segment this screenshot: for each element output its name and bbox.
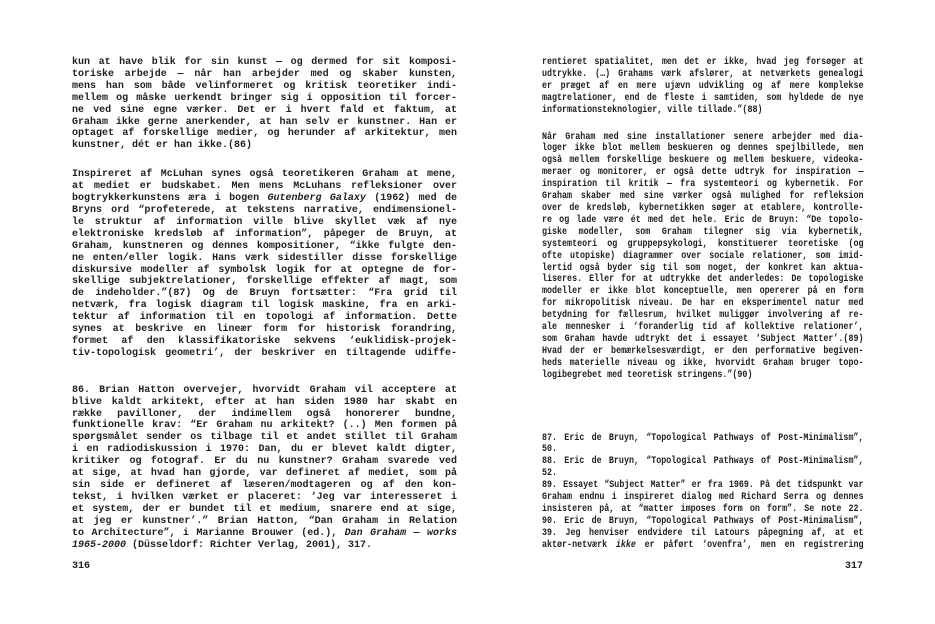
- text-line: de indeholder.”(87) Og de Bruyn fortsætter: “Fra grid til: [72, 288, 457, 300]
- page-left: [72, 57, 457, 551]
- text-line: liseres. Eller for at udtrykke det anderledes: De topologiske: [542, 274, 864, 286]
- text-line: kun at have blik for sin kunst — og dermed for sit komposi-: [72, 57, 457, 68]
- text-line: at jeg er kunstner’.” Brian Hatton, “Dan Graham in Relation: [72, 515, 457, 527]
- text-line: spørgsmålet sender os tilbage til et andet stillet til Graham: [72, 432, 457, 444]
- text-line: kritiker og fotograf. Er du nu kunstner? Graham svarede ved: [72, 456, 457, 468]
- paragraph: [72, 57, 457, 152]
- paragraph: [72, 169, 457, 360]
- text-line: at sige, at hvad han gjorde, var defineret af mediet, som på: [72, 468, 457, 480]
- text-line: elektroniske kredsløb af information”, påpeger de Bruyn, at: [72, 228, 457, 240]
- text-line: heds materielle niveau og ikke, hvorvidt Graham bruger topo-: [542, 357, 864, 369]
- page-left-text: [72, 57, 457, 551]
- text-line: lertid også byder sig til som noget, der konkret kan aktua-: [542, 262, 864, 274]
- text-line: række pavilloner, der indimellem også honorerer bundne,: [72, 408, 457, 420]
- footnote-block: [72, 385, 457, 552]
- text-line: kunstner, dét er han ikke.(86): [72, 140, 253, 152]
- text-line: udtrykke. (…) Grahams værk afslører, at netværkets genealogi: [542, 68, 864, 80]
- text-line: insisteren på, at “matter imposes form on form”. Se note 22.: [542, 504, 864, 515]
- text-line: for mikropolitisk niveau. De har en eksperimentel natur med: [542, 298, 864, 310]
- text-line: 89. Essayet “Subject Matter” er fra 1969. På det tidspunkt var: [542, 480, 864, 492]
- text-line: sin side er defineret af læseren/modtageren og af den kon-: [72, 480, 457, 491]
- text-line: over de kredsløb, kybernetikken søger at etablere, kontrolle-: [542, 202, 864, 214]
- text-line: tiv-topologisk geometri’, der beskriver en tiltagende udiffe-: [72, 347, 457, 359]
- text-line: to Architecture”, i Marianne Brouwer (ed.), Dan Graham — works: [72, 527, 457, 539]
- text-line: betydning for fællesrum, hvilket muliggør involvering af re-: [542, 310, 864, 322]
- text-line: skellige subjektrelationer, forskellige effekter af magt, som: [72, 276, 457, 288]
- text-line: er præget af en mere ujævn udvikling og af mere komplekse: [542, 80, 864, 92]
- text-line: logibegrebet med teoretisk stringens.”(90): [542, 369, 753, 381]
- page-right: [542, 57, 863, 552]
- text-line: 1965-2000 (Düsseldorf: Richter Verlag, 2001), 317.: [72, 539, 373, 551]
- text-line: 50.: [542, 444, 558, 456]
- text-line: som Graham havde udtrykt det i essayet ‘Subject Matter’.(89): [542, 333, 864, 345]
- text-line: meraer og monitorer, er også dette udtryk for inspiration —: [542, 167, 864, 179]
- text-line: Graham skaber med sine værker også mulighed for refleksion: [542, 191, 864, 203]
- text-line: Hvad der er bemærkelsesværdigt, er den performative begiven-: [542, 345, 864, 357]
- text-line: ale mennesker i ‘foranderlig tid af kollektive relationer’,: [542, 322, 864, 334]
- text-line: informationsteknologier, ville tillade.”(88): [542, 104, 763, 116]
- text-line: netværk, fra logisk diagram til logisk maskine, fra en arki-: [72, 300, 457, 312]
- text-line: Graham ikke gerne anerkender, at han selv er kunstner. Han er: [72, 116, 457, 128]
- text-line: 90. Eric de Bruyn, “Topological Pathways of Post-Minimalism”,: [542, 515, 864, 527]
- text-line: også mellem forskellige beskuere og mellem beskuere, videoka-: [542, 155, 864, 167]
- text-line: 88. Eric de Bruyn, “Topological Pathways of Post-Minimalism”,: [542, 456, 864, 468]
- text-line: aktør-netværk ikke er påført ‘ovenfra’, men en registrering: [542, 539, 864, 551]
- text-line: le struktur af information ville blive skyllet væk af nye: [72, 216, 457, 228]
- text-line: blive kaldt arkitekt, efter at han siden 1980 har skabt en: [72, 396, 457, 408]
- text-line: mellem og måske uerkendt bringer sig i opposition til forcer-: [72, 92, 457, 104]
- text-line: tektur af information til en topologi af information. Dette: [72, 312, 457, 324]
- text-line: Inspireret af McLuhan synes også teoretikeren Graham at mene,: [72, 169, 457, 181]
- text-line: giske modeller, som Graham tilegner sig via kybernetik,: [542, 226, 864, 238]
- text-line: ofte utopiske) diagrammer over sociale relationer, som imid-: [542, 250, 864, 262]
- text-line: Når Graham med sine installationer senere arbejder med dia-: [542, 131, 864, 143]
- text-line: 86. Brian Hatton overvejer, hvorvidt Graham vil acceptere at: [72, 384, 457, 396]
- text-line: Graham endnu i inspireret dialog med Richard Serra og dennes: [542, 492, 864, 504]
- text-line: loger ikke blot mellem beskueren og dennes spejlbillede, men: [542, 143, 864, 155]
- text-line: tekst, i hvilken værket er placeret: ‘Jeg var interesseret i: [72, 491, 457, 503]
- text-line: formet af den klassifikatoriske sekvens ‘euklidisk-projek-: [72, 335, 457, 347]
- text-line: i en radiodiskussion i 1970: Dan, du er blevet kaldt digter,: [72, 444, 457, 456]
- text-line: 87. Eric de Bruyn, “Topological Pathways of Post-Minimalism”,: [542, 432, 864, 444]
- text-line: diskursive modeller af symbolsk logik for at optegne de for-: [72, 264, 457, 276]
- text-line: at mediet er budskabet. Men mens McLuhans refleksioner over: [72, 181, 457, 193]
- text-line: synes at beskrive en lineær form for historisk forandring,: [72, 324, 457, 336]
- text-line: re og lade være ét med det hele. Eric de Bruyn: “De topolo-: [542, 214, 864, 226]
- page-number-right: 317: [844, 561, 863, 572]
- page-right-text: [542, 57, 863, 552]
- text-line: ne enten/eller logik. Hans værk sidestiller disse forskellige: [72, 252, 457, 264]
- text-line: inspiration til kritik — fra systemteori og kybernetik. For: [542, 179, 864, 191]
- text-line: bogtrykkerkunstens æra i bogen Gutenberg Galaxy (1962) med de: [72, 193, 458, 205]
- text-line: 52.: [542, 468, 558, 480]
- text-line: ne ved sine egne værker. Det er i hvert fald et faktum, at: [72, 104, 457, 116]
- text-line: systemteori og gruppepsykologi, konstituerer teoretiske (og: [542, 238, 864, 250]
- text-line: toriske arbejde — når han arbejder med og skaber kunsten,: [72, 68, 457, 80]
- footnote-block: [542, 433, 863, 552]
- text-line: et system, der er bundet til et medium, snarere end at sige,: [72, 503, 457, 515]
- text-line: modeller er ikke blot konceptuelle, men opererer på en form: [542, 286, 864, 298]
- text-line: magtrelationer, end de fleste i samtiden, som hyldede de nye: [542, 92, 864, 104]
- text-line: rentieret spatialitet, men det er ikke, hvad jeg forsøger at: [542, 57, 864, 68]
- text-line: Bryns ord “profeterede, at tekstens narrative, endimensionel-: [72, 204, 457, 216]
- page-number-left: 316: [72, 561, 91, 572]
- text-line: mens han som både velinformeret og kritisk teoretiker indi-: [72, 80, 457, 92]
- paragraph: [542, 132, 863, 382]
- paragraph: [542, 57, 863, 117]
- text-line: 39. Jeg henviser endvidere til Latours påpegning af, at et: [542, 527, 864, 539]
- text-line: Graham, kunstneren og dennes kompositioner, “ikke fulgte den-: [72, 240, 457, 252]
- text-line: optaget af forskellige medier, og herunder af arkitektur, men: [72, 128, 457, 140]
- text-line: funktionelle krav: “Er Graham nu arkitekt? (..) Men formen på: [72, 420, 457, 432]
